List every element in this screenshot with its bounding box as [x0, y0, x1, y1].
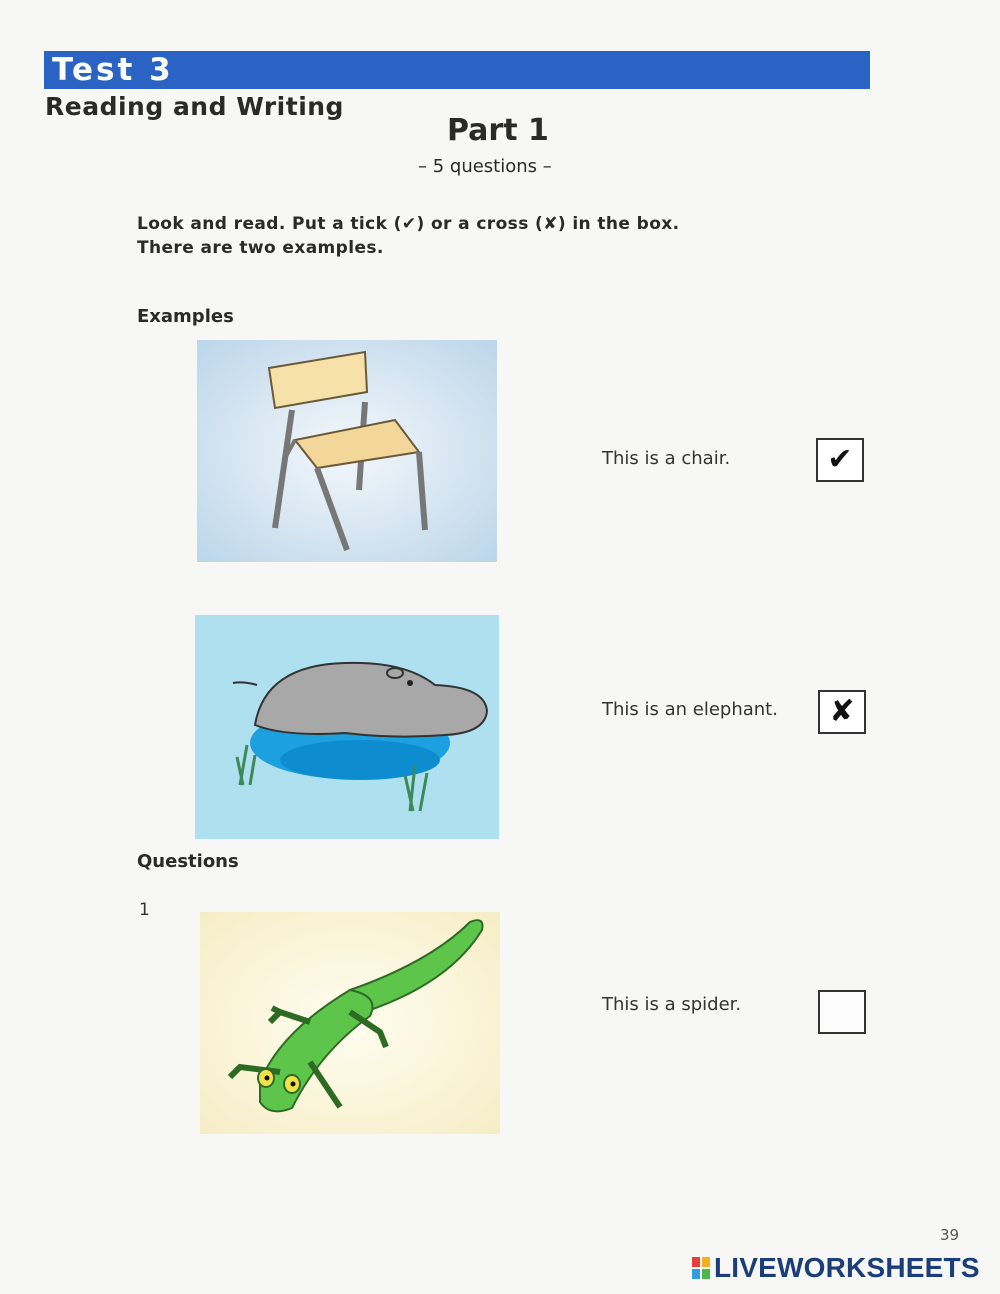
- part-title: Part 1: [447, 113, 549, 148]
- sentence-example-2: This is an elephant.: [602, 699, 778, 720]
- answer-box-example-1: ✔: [816, 438, 864, 482]
- examples-label: Examples: [137, 306, 234, 327]
- instructions-line-1: Look and read. Put a tick (✔) or a cross (✘) in the box.: [137, 214, 680, 234]
- sentence-question-1: This is a spider.: [602, 994, 742, 1015]
- test-title: Test 3: [52, 52, 174, 88]
- part-subtitle: – 5 questions –: [418, 156, 552, 177]
- title-banner: [44, 51, 870, 89]
- page-number: 39: [940, 1226, 960, 1244]
- liveworksheets-logo-icon: [692, 1257, 710, 1279]
- questions-label: Questions: [137, 851, 239, 872]
- instructions-line-2: There are two examples.: [137, 238, 384, 258]
- liveworksheets-watermark: [692, 1252, 980, 1284]
- watermark-text: LIVEWORKSHEETS: [714, 1252, 980, 1283]
- hippo-picture: [195, 615, 499, 839]
- lizard-picture: [200, 912, 500, 1134]
- question-number-1: 1: [139, 900, 150, 920]
- answer-box-example-2: ✘: [818, 690, 866, 734]
- chair-picture: [197, 340, 497, 562]
- subject-heading: Reading and Writing: [45, 92, 344, 121]
- answer-box-question-1[interactable]: [818, 990, 866, 1034]
- sentence-example-1: This is a chair.: [602, 448, 731, 469]
- instructions: [137, 212, 817, 260]
